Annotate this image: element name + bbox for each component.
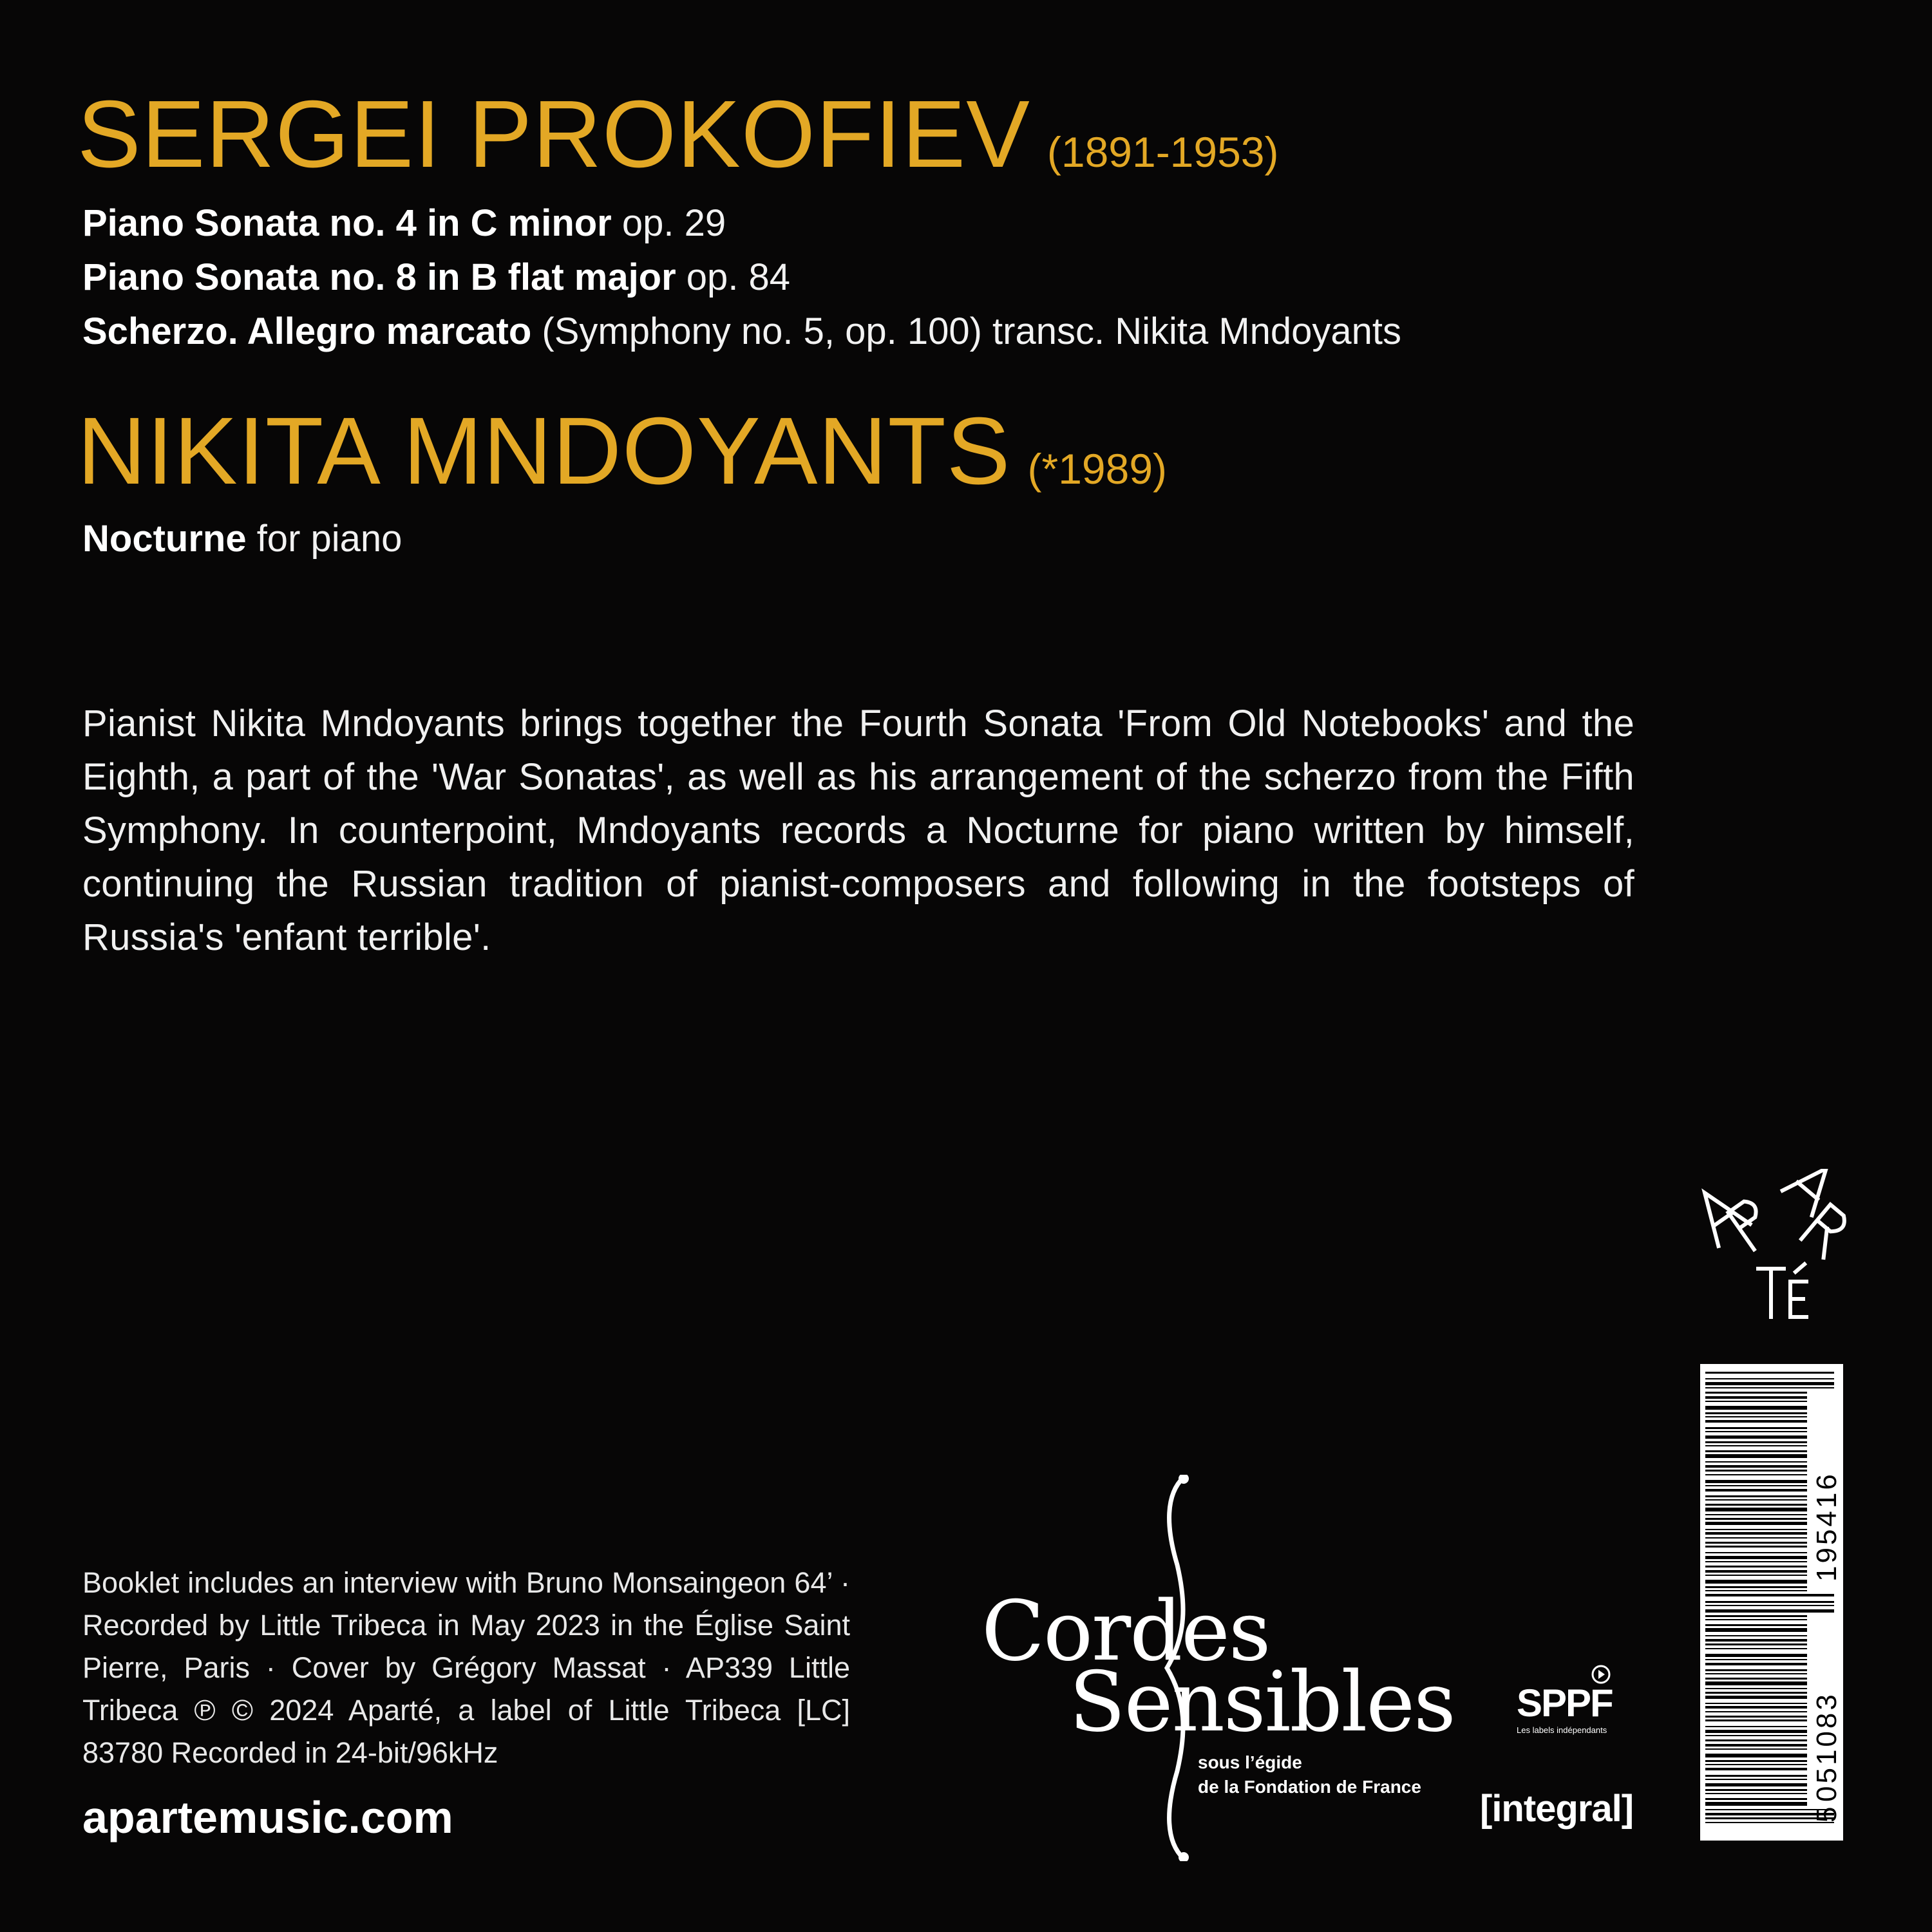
barcode-bar <box>1705 1719 1807 1721</box>
barcode-bar <box>1705 1681 1807 1685</box>
work-detail: (Symphony no. 5, op. 100) transc. Nikita Mndoyants <box>531 310 1402 352</box>
play-icon <box>1591 1665 1611 1684</box>
barcode-bar <box>1705 1648 1807 1649</box>
barcode-bar <box>1705 1441 1807 1443</box>
barcode-bar <box>1705 1522 1807 1525</box>
album-description: Pianist Nikita Mndoyants brings together the Fourth Sonata 'From Old Notebooks' and the Eighth, a part of the 'War Sonatas', as well as his arrangement of the scherzo from the Fifth Symphony. In counterpoint, Mndoyants records a Nocturne for piano written by himself, continuing the Russian tradition of pianist-composers and following in the footsteps of Russia's 'enfant terrible'. <box>82 703 1634 958</box>
barcode-bar <box>1705 1427 1807 1429</box>
barcode-bar <box>1705 1669 1807 1671</box>
barcode-bar <box>1705 1768 1807 1770</box>
work-title: Nocturne <box>82 518 247 560</box>
barcode-bar <box>1705 1580 1807 1584</box>
barcode-bar <box>1705 1514 1807 1515</box>
website-link[interactable]: apartemusic.com <box>82 1792 453 1842</box>
barcode-bar <box>1705 1461 1807 1463</box>
barcode-bar <box>1705 1692 1807 1694</box>
barcode-bar <box>1705 1654 1807 1657</box>
barcode-bar <box>1705 1711 1807 1712</box>
cordes-sensibles-logo <box>972 1475 1455 1868</box>
barcode-bar <box>1705 1382 1834 1385</box>
barcode-bar <box>1705 1601 1834 1603</box>
work-detail: op. 29 <box>611 202 726 244</box>
barcode-bar <box>1705 1779 1807 1780</box>
barcode-bar <box>1705 1624 1807 1626</box>
work-title: Scherzo. Allegro marcato <box>82 310 532 352</box>
barcode-bar <box>1705 1643 1807 1645</box>
barcode-bar <box>1705 1485 1807 1486</box>
barcode-bar <box>1705 1480 1807 1483</box>
work-item <box>82 305 1401 359</box>
barcode-bar <box>1705 1628 1807 1632</box>
sppf-word: SPPF <box>1517 1681 1613 1725</box>
barcode-bar <box>1705 1504 1807 1506</box>
aparte-logo <box>1694 1169 1855 1323</box>
barcode-bar <box>1705 1605 1834 1606</box>
barcode-bar <box>1705 1635 1807 1636</box>
barcode-bar <box>1705 1556 1807 1559</box>
barcode-bar <box>1705 1575 1807 1576</box>
barcode-bar <box>1705 1406 1807 1410</box>
sppf-logo <box>1517 1681 1620 1755</box>
barcode-bar <box>1705 1696 1807 1699</box>
barcode-bar <box>1705 1609 1834 1613</box>
barcode-bar <box>1705 1518 1807 1520</box>
aparte-logo-mark <box>1694 1169 1855 1323</box>
composer-name-prokofiev <box>77 81 1279 187</box>
barcode-bar <box>1705 1537 1807 1539</box>
barcode-bar <box>1705 1412 1807 1414</box>
barcode-bar <box>1705 1760 1807 1762</box>
barcode-bar <box>1705 1726 1807 1727</box>
barcode-bar <box>1705 1663 1807 1665</box>
barcode-bar <box>1705 1450 1807 1452</box>
barcode-bar <box>1705 1673 1807 1674</box>
barcode-bar <box>1705 1372 1834 1374</box>
barcode-bar <box>1705 1454 1807 1458</box>
work-item <box>82 512 402 566</box>
barcode-bar <box>1705 1678 1807 1680</box>
composer-dates: (*1989) <box>1027 445 1168 493</box>
barcode-bar <box>1705 1552 1807 1553</box>
barcode-bar <box>1705 1798 1807 1800</box>
barcode-bar <box>1705 1594 1834 1596</box>
barcode-bar <box>1705 1716 1807 1718</box>
barcode-bar <box>1705 1420 1807 1423</box>
barcode-bar <box>1705 1586 1807 1588</box>
barcode-bar <box>1705 1615 1807 1617</box>
barcode-bar <box>1705 1489 1807 1492</box>
barcode-bar <box>1705 1566 1807 1567</box>
cordes-sub-line1: sous l’égide <box>1198 1752 1302 1772</box>
barcode-bar <box>1705 1416 1807 1417</box>
barcode-bar <box>1705 1435 1807 1439</box>
work-title: Piano Sonata no. 4 in C minor <box>82 202 612 244</box>
sensibles-word: Sensibles <box>1069 1654 1455 1750</box>
barcode-bar <box>1705 1401 1807 1402</box>
barcode-bar <box>1705 1703 1807 1704</box>
barcode-bar <box>1705 1445 1807 1446</box>
barcode-bar <box>1705 1378 1834 1379</box>
barcode-bar <box>1705 1474 1807 1475</box>
works-list-prokofiev <box>82 196 1401 359</box>
barcode-bar <box>1705 1546 1807 1548</box>
barcode-bar <box>1705 1735 1807 1736</box>
barcode-first-digit: 5 <box>1811 1806 1842 1823</box>
sppf-subtitle: Les labels indépendants <box>1517 1725 1607 1735</box>
barcode-bar <box>1705 1764 1807 1765</box>
barcode-bar <box>1705 1744 1807 1747</box>
barcode-bar <box>1705 1789 1807 1791</box>
barcode-bar <box>1705 1465 1807 1468</box>
barcode-bar <box>1705 1739 1807 1741</box>
barcode-bar <box>1705 1793 1807 1794</box>
barcode-bar <box>1705 1508 1807 1511</box>
barcode-bar <box>1705 1754 1807 1757</box>
cordes-word: Cordes <box>981 1584 1270 1680</box>
barcode-bar <box>1705 1431 1807 1432</box>
composer-dates: (1891-1953) <box>1046 128 1279 176</box>
barcode-bar <box>1705 1775 1807 1777</box>
barcode-bar <box>1705 1396 1807 1399</box>
credits-text: Booklet includes an interview with Bruno Monsaingeon 64’ · Recorded by Little Tribeca in May 2023 in the Église Saint Pierre, Paris · Cover by Grégory Massat · AP339 Little Tribeca ℗ © 2024 Aparté, a label of Little Tribeca [LC] 83780 Recorded in 24-bit/96kHz <box>82 1566 850 1769</box>
composer-name-mndoyants <box>77 398 1168 504</box>
work-item <box>82 251 1401 305</box>
barcode-bar <box>1705 1532 1807 1535</box>
barcode-bar <box>1705 1392 1807 1394</box>
barcode-bar <box>1705 1730 1807 1733</box>
barcode-bar <box>1705 1387 1834 1388</box>
work-title: Piano Sonata no. 8 in B flat major <box>82 256 676 298</box>
barcode-group-1: 051083 <box>1811 1692 1842 1802</box>
cordes-sub-line2: de la Fondation de France <box>1198 1777 1421 1797</box>
work-detail: op. 84 <box>676 256 791 298</box>
composer-name: SERGEI PROKOFIEV <box>77 81 1030 187</box>
barcode-bar <box>1705 1639 1807 1642</box>
integral-logo: [integral] <box>1480 1788 1634 1830</box>
barcode-bar <box>1705 1542 1807 1544</box>
barcode-bar <box>1705 1570 1807 1573</box>
barcode-bar <box>1705 1783 1807 1786</box>
barcode-bar <box>1705 1802 1807 1806</box>
barcode-bar <box>1705 1659 1807 1660</box>
barcode-bar <box>1705 1495 1807 1497</box>
barcode-bar <box>1705 1470 1807 1472</box>
barcode-bar <box>1705 1706 1807 1709</box>
work-detail: for piano <box>246 518 402 560</box>
works-list-mndoyants <box>82 512 402 566</box>
barcode-bar <box>1705 1529 1807 1530</box>
barcode-bar <box>1705 1561 1807 1562</box>
barcode-bar <box>1705 1499 1807 1501</box>
barcode <box>1700 1364 1843 1841</box>
barcode-bar <box>1705 1590 1807 1591</box>
barcode-bar <box>1705 1688 1807 1689</box>
barcode-bar <box>1705 1748 1807 1750</box>
barcode-group-2: 195416 <box>1811 1472 1842 1582</box>
work-item <box>82 196 1401 251</box>
barcode-bar <box>1705 1619 1807 1620</box>
composer-name: NIKITA MNDOYANTS <box>77 398 1011 504</box>
